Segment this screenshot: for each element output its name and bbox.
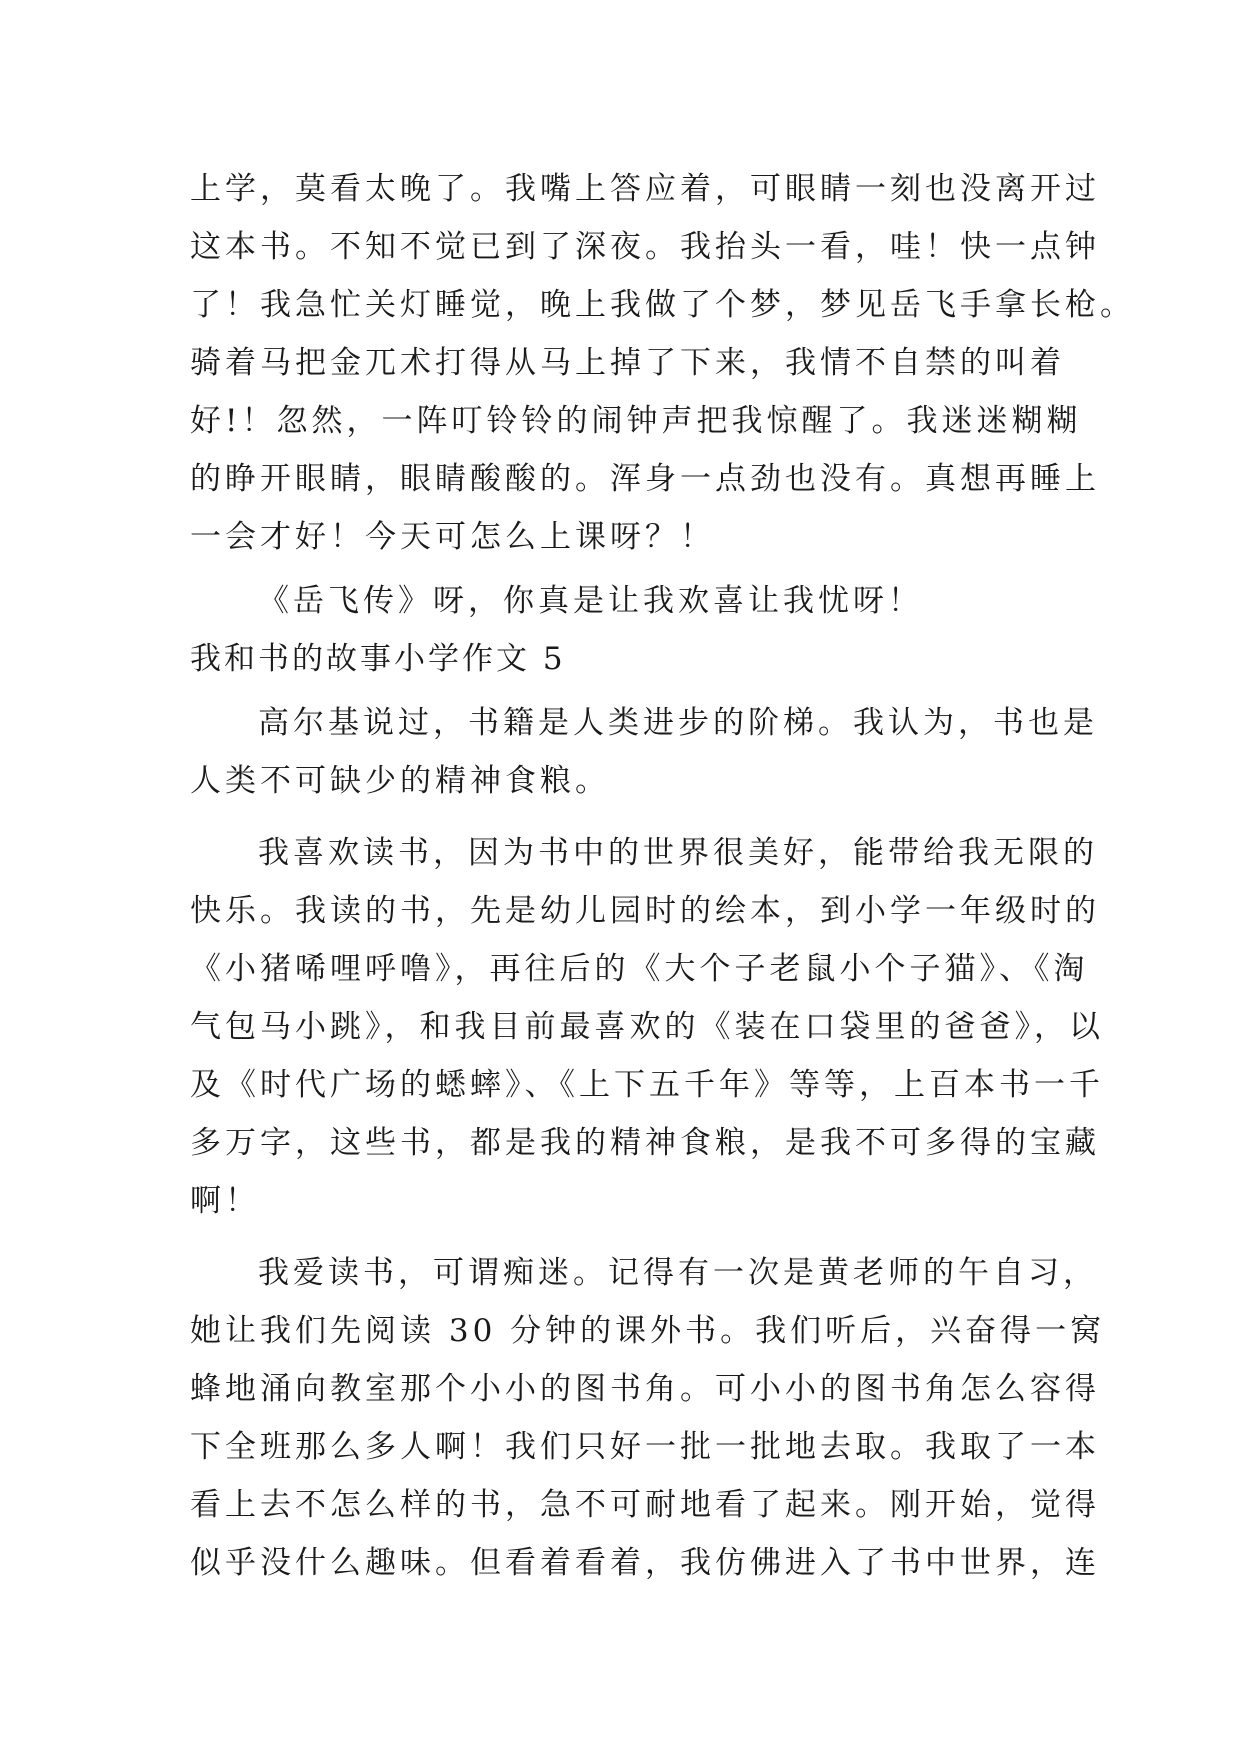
- text-line: 看上去不怎么样的书，急不可耐地看了起来。刚开始，觉得: [190, 1487, 1100, 1523]
- heading-text: 我和书的故事小学作文 5: [190, 641, 566, 677]
- text-line: 我喜欢读书，因为书中的世界很美好，能带给我无限的: [258, 835, 1098, 871]
- paragraph: [190, 824, 1104, 1230]
- text-line: 的睁开眼睛，眼睛酸酸的。浑身一点劲也没有。真想再睡上: [190, 461, 1100, 497]
- document-body: [190, 160, 1135, 1592]
- text-line: 骑着马把金兀术打得从马上掉了下来，我情不自禁的叫着: [190, 345, 1065, 381]
- text-line: 人类不可缺少的精神食粮。: [190, 763, 610, 799]
- text-line: 了！我急忙关灯睡觉，晚上我做了个梦，梦见岳飞手拿长枪。: [190, 287, 1135, 323]
- text-line: 似乎没什么趣味。但看着看着，我仿佛进入了书中世界，连: [190, 1545, 1100, 1581]
- text-line: 好!！忽然，一阵叮铃铃的闹钟声把我惊醒了。我迷迷糊糊: [190, 403, 1082, 439]
- text-line: 高尔基说过，书籍是人类进步的阶梯。我认为，书也是: [258, 705, 1098, 741]
- paragraph: [190, 1244, 1106, 1592]
- text-line: 她让我们先阅读 30 分钟的课外书。我们听后，兴奋得一窝: [190, 1313, 1106, 1349]
- section-heading: [190, 630, 1050, 688]
- text-line: 快乐。我读的书，先是幼儿园时的绘本，到小学一年级时的: [190, 893, 1100, 929]
- text-line: 蜂地涌向教室那个小小的图书角。可小小的图书角怎么容得: [190, 1371, 1100, 1407]
- text-line: 这本书。不知不觉已到了深夜。我抬头一看，哇！快一点钟: [190, 229, 1100, 265]
- text-line: 及《时代广场的蟋蟀》、《上下五千年》等等，上百本书一千: [190, 1067, 1104, 1103]
- text-line: 《岳飞传》呀，你真是让我欢喜让我忧呀！: [258, 583, 923, 619]
- text-line: 上学，莫看太晚了。我嘴上答应着，可眼睛一刻也没离开过: [190, 171, 1100, 207]
- text-line: 啊！: [190, 1183, 260, 1219]
- paragraph: [190, 694, 1098, 810]
- paragraph: [190, 160, 1135, 566]
- text-line: 我爱读书，可谓痴迷。记得有一次是黄老师的午自习，: [258, 1255, 1098, 1291]
- paragraph: [190, 572, 1050, 630]
- text-line: 多万字，这些书，都是我的精神食粮，是我不可多得的宝藏: [190, 1125, 1100, 1161]
- text-line: 《小猪唏哩呼噜》，再往后的《大个子老鼠小个子猫》、《淘: [190, 951, 1089, 987]
- text-line: 气包马小跳》，和我目前最喜欢的《装在口袋里的爸爸》，以: [190, 1009, 1104, 1045]
- text-line: 下全班那么多人啊！我们只好一批一批地去取。我取了一本: [190, 1429, 1100, 1465]
- text-line: 一会才好！今天可怎么上课呀？！: [190, 519, 715, 555]
